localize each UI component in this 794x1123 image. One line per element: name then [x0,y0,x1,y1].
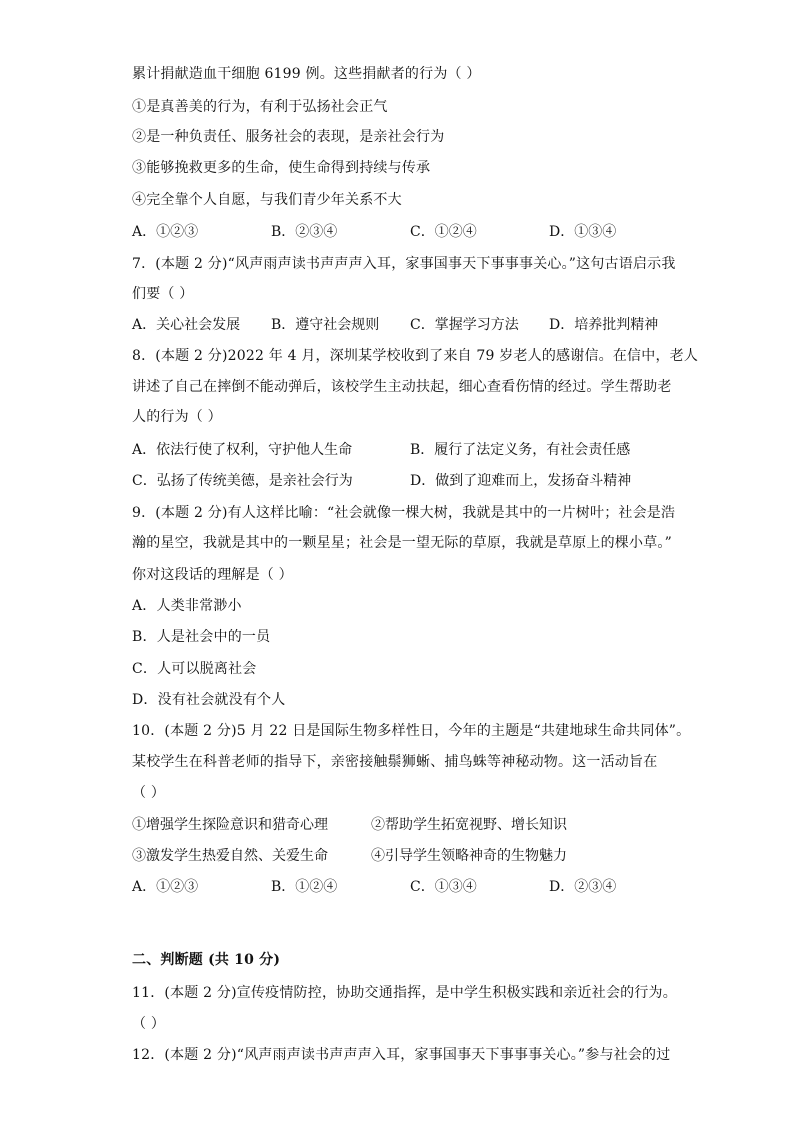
q8-line-3: 人的行为（ ） [132,409,222,425]
q9-line-3: 你对这段话的理解是（ ） [132,567,293,583]
q8-line-2: 讲述了自己在摔倒不能动弹后，该校学生主动扶起，细心查看伤情的经过。学生帮助老 [132,379,672,395]
q6-stem: 累计捐献造血干细胞 6199 例。这些捐献者的行为（ ） [132,66,481,82]
q9-option-d: D．没有社会就没有个人 [132,692,286,708]
q8-option-d: D．做到了迎难而上，发扬奋斗精神 [410,473,632,489]
q10-item-1: ①增强学生探险意识和猎奇心理 [132,817,328,833]
q9-option-a: A．人类非常渺小 [132,598,242,614]
q11-line-2: （ ） [132,1016,166,1032]
q8-option-c: C．弘扬了传统美德，是亲社会行为 [132,473,353,489]
q10-item-2: ②帮助学生拓宽视野、增长知识 [371,817,567,833]
q11-line-1: 11．(本题 2 分)宣传疫情防控，协助交通指挥，是中学生积极实践和亲近社会的行为。 [132,985,677,1001]
q9-line-2: 瀚的星空，我就是其中的一颗星星；社会是一望无际的草原，我就是草原上的棵小草。” [132,535,672,551]
q10-item-4: ④引导学生领略神奇的生物魅力 [371,848,567,864]
q10-option-a: A．①②③ [132,879,199,895]
q12-line-1: 12．(本题 2 分)“风声雨声读书声声声入耳，家事国事天下事事事关心。”参与社会的过 [132,1047,671,1063]
q6-item-3: ③能够挽救更多的生命，使生命得到持续与传承 [132,160,431,176]
q6-item-2: ②是一种负责任、服务社会的表现，是亲社会行为 [132,129,445,145]
q10-item-3: ③激发学生热爱自然、关爱生命 [132,848,328,864]
q8-option-a: A．依法行使了权利，守护他人生命 [132,442,353,458]
q9-option-b: B．人是社会中的一员 [132,629,271,645]
q6-option-b: B．②③④ [271,224,338,240]
q6-option-d: D．①③④ [549,224,617,240]
q10-option-c: C．①③④ [410,879,477,895]
q8-option-b: B．履行了法定义务，有社会责任感 [410,442,631,458]
q10-option-b: B．①②④ [271,879,338,895]
q9-line-1: 9．(本题 2 分)有人这样比喻：“社会就像一棵大树，我就是其中的一片树叶；社会是浩 [132,505,676,521]
q10-line-3: （ ） [132,785,166,801]
q6-option-c: C．①②④ [410,224,477,240]
q7-option-c: C．掌握学习方法 [410,317,519,333]
q8-line-1: 8．(本题 2 分)2022 年 4 月，深圳某学校收到了来自 79 岁老人的感谢信。在信中，老人 [132,348,699,364]
q10-line-1: 10．(本题 2 分)5 月 22 日是国际生物多样性日，今年的主题是“共建地球生命共同体”。 [132,723,691,739]
q10-line-2: 某校学生在科普老师的指导下，亲密接触鬃狮蜥、捕鸟蛛等神秘动物。这一活动旨在 [132,754,658,770]
q10-option-d: D．②③④ [549,879,617,895]
q7-line-2: 们要（ ） [132,286,194,302]
q9-option-c: C．人可以脱离社会 [132,661,257,677]
section-title: 二、判断题 (共 10 分) [132,952,281,968]
q7-option-a: A．关心社会发展 [132,317,241,333]
q7-option-d: D．培养批判精神 [549,317,659,333]
q7-line-1: 7．(本题 2 分)“风声雨声读书声声声入耳，家事国事天下事事事关心。”这句古语启示我 [132,256,676,272]
q6-option-a: A．①②③ [132,224,199,240]
q6-item-1: ①是真善美的行为，有利于弘扬社会正气 [132,99,388,115]
q7-option-b: B．遵守社会规则 [271,317,380,333]
q6-item-4: ④完全靠个人自愿，与我们青少年关系不大 [132,192,402,208]
